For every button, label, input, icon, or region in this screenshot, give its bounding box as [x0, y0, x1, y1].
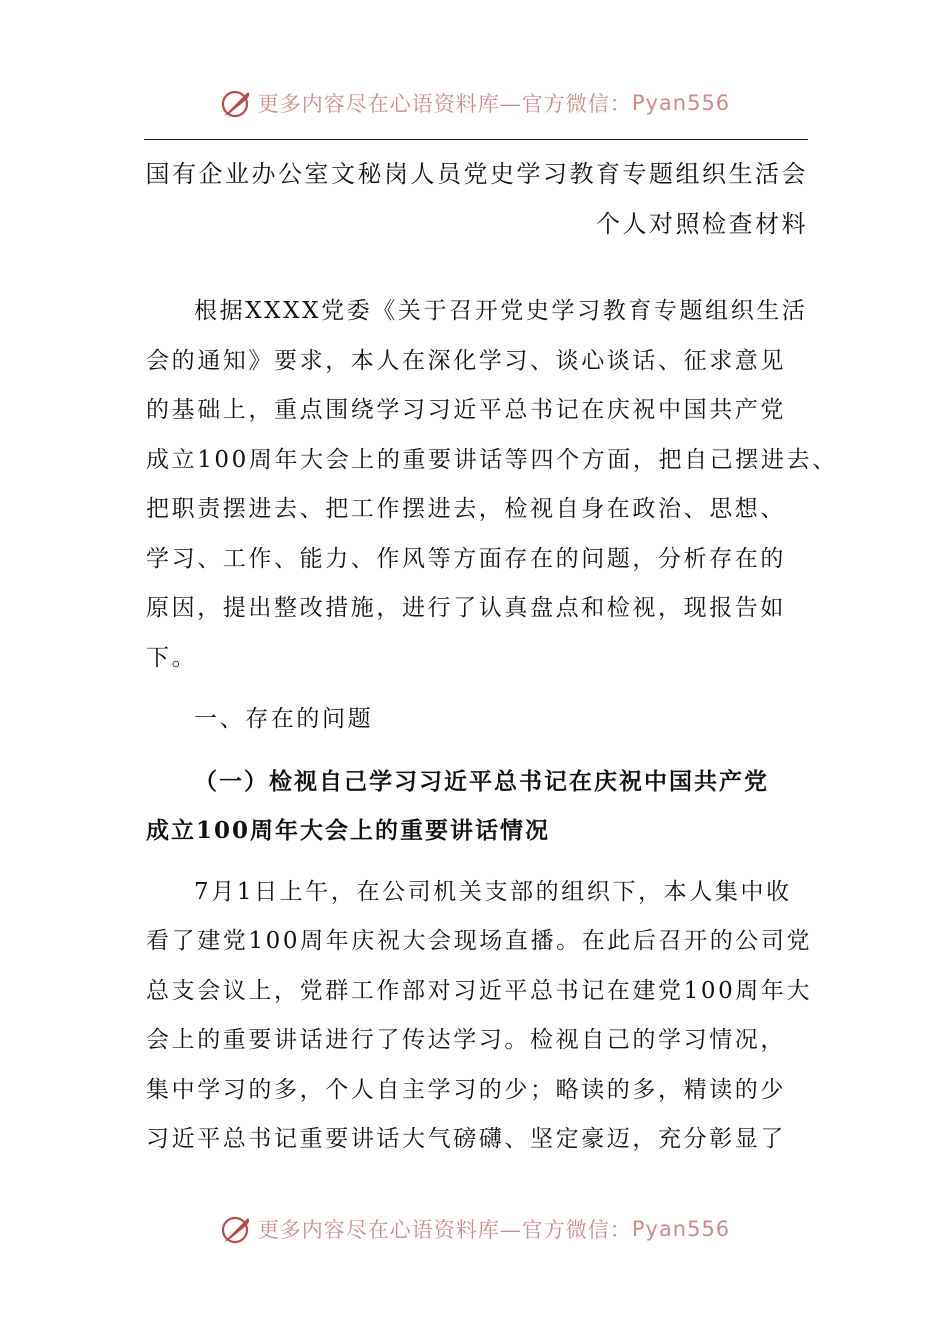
document-body	[146, 287, 838, 1165]
watermark-footer	[0, 1212, 950, 1246]
header-divider	[144, 139, 808, 140]
paragraph-line: 总支会议上，党群工作部对习近平总书记在建党100周年大	[146, 977, 813, 1004]
paragraph-line: 学习、工作、能力、作风等方面存在的问题，分析存在的	[146, 545, 786, 572]
paragraph-line: 成立100周年大会上的重要讲话等四个方面，把自己摆进去、	[146, 446, 838, 473]
quill-logo-icon	[220, 86, 254, 120]
watermark-header	[0, 86, 950, 120]
quill-logo-icon	[220, 1212, 254, 1246]
subheading-line: 成立100周年大会上的重要讲话情况	[146, 817, 551, 844]
paragraph-line: 7月1日上午，在公司机关支部的组织下，本人集中收	[194, 878, 792, 905]
paragraph-line: 原因，提出整改措施，进行了认真盘点和检视，现报告如	[146, 595, 786, 621]
subheading-line: （一）检视自己学习习近平总书记在庆祝中国共产党	[194, 767, 769, 795]
paragraph-line: 的基础上，重点围绕学习习近平总书记在庆祝中国共产党	[146, 397, 786, 423]
paragraph-line: 看了建党100周年庆祝大会现场直播。在此后召开的公司党	[146, 928, 813, 954]
document-title-line-1: 国有企业办公室文秘岗人员党史学习教育专题组织生活会	[145, 160, 808, 188]
paragraph-line: 会上的重要讲话进行了传达学习。检视自己的学习情况，	[146, 1027, 786, 1053]
watermark-wechat-id: Pyan556	[631, 91, 731, 115]
paragraph-line: 习近平总书记重要讲话大气磅礴、坚定豪迈，充分彰显了	[146, 1126, 786, 1152]
watermark-wechat-id: Pyan556	[631, 1217, 731, 1241]
paragraph-line: 根据XXXX党委《关于召开党史学习教育专题组织生活	[194, 298, 808, 324]
section-heading: 一、存在的问题	[194, 706, 374, 732]
watermark-text: 更多内容尽在心语资料库—官方微信：	[257, 92, 632, 116]
watermark-text: 更多内容尽在心语资料库—官方微信：	[257, 1218, 632, 1242]
paragraph-line: 把职责摆进去、把工作摆进去，检视自身在政治、思想、	[146, 496, 786, 522]
paragraph-line: 下。	[146, 644, 198, 671]
paragraph-line: 集中学习的多，个人自主学习的少；略读的多，精读的少	[146, 1076, 786, 1103]
paragraph-line: 会的通知》要求，本人在深化学习、谈心谈话、征求意见	[146, 347, 786, 374]
document-title-line-2: 个人对照检查材料	[596, 210, 808, 238]
